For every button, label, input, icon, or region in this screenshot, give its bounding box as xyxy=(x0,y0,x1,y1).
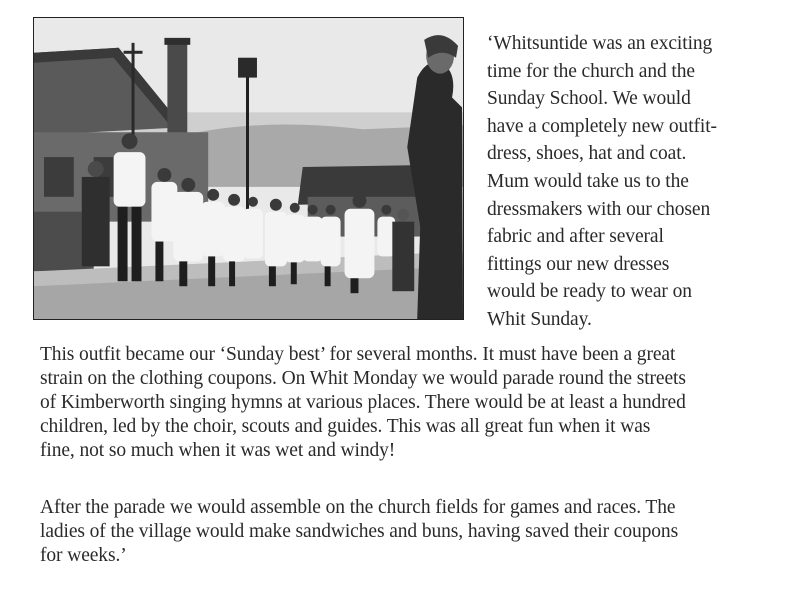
intro-line: Mum would take us to the xyxy=(487,170,689,192)
intro-line: time for the church and the xyxy=(487,60,695,82)
paragraph-line: fine, not so much when it was wet and windy! xyxy=(40,440,396,461)
intro-line: would be ready to wear on xyxy=(487,281,692,303)
paragraph-church-fields xyxy=(40,496,760,568)
intro-line: fittings our new dresses xyxy=(487,253,670,275)
paragraph-line: of Kimberworth singing hymns at various places. There would be at least a hundred xyxy=(40,392,686,413)
paragraph-line: This outfit became our ‘Sunday best’ for several months. It must have been a great xyxy=(40,344,676,365)
intro-line: dressmakers with our chosen xyxy=(487,198,711,220)
intro-line: fabric and after several xyxy=(487,226,664,248)
paragraph-sunday-best xyxy=(40,343,760,463)
paragraph-line: After the parade we would assemble on the church fields for games and races. The xyxy=(40,497,676,518)
intro-line: have a completely new outfit- xyxy=(487,115,717,137)
procession-photo-illustration xyxy=(34,18,463,319)
paragraph-line: strain on the clothing coupons. On Whit Monday we would parade round the streets xyxy=(40,368,686,389)
intro-line: ‘Whitsuntide was an exciting xyxy=(487,33,713,54)
intro-text xyxy=(487,30,787,334)
paragraph-line: ladies of the village would make sandwiches and buns, having saved their coupons xyxy=(40,521,679,542)
intro-line: Sunday School. We would xyxy=(487,88,691,110)
procession-photograph xyxy=(33,17,464,320)
paragraph-line: children, led by the choir, scouts and guides. This was all great fun when it was xyxy=(40,416,651,437)
intro-line: dress, shoes, hat and coat. xyxy=(487,143,687,165)
paragraph-line: for weeks.’ xyxy=(40,545,127,566)
intro-line: Whit Sunday. xyxy=(487,308,592,330)
